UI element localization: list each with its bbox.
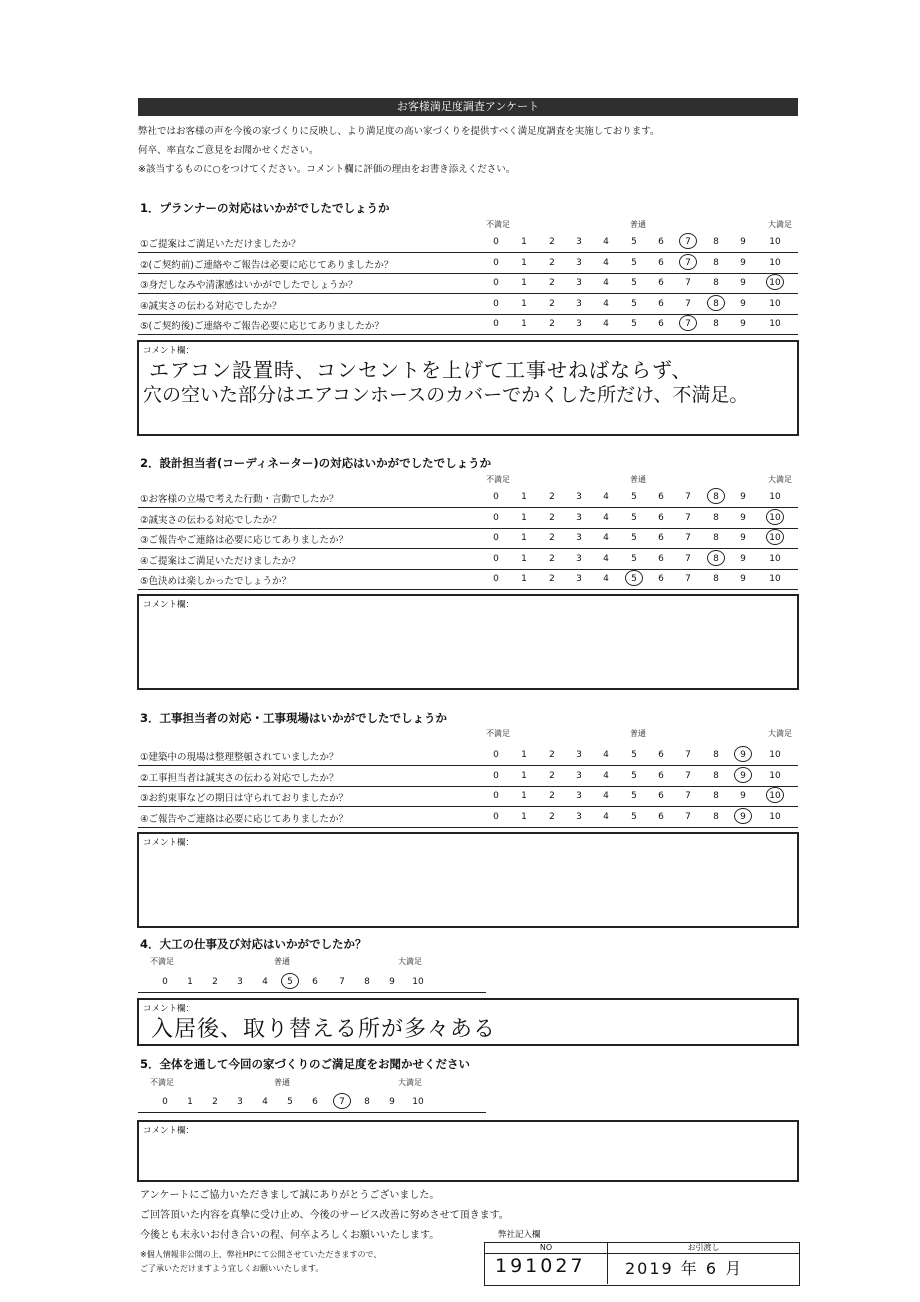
selected-rating-circle: [707, 488, 725, 504]
rating-option-7[interactable]: 7: [685, 574, 691, 584]
handover-header: お引渡し: [608, 1243, 799, 1254]
section-2-title: 2．設計担当者(コーディネーター)の対応はいかがでしたでしょうか: [140, 456, 492, 470]
rating-option-3[interactable]: 3: [576, 492, 582, 502]
rating-option-8[interactable]: 8: [364, 977, 370, 987]
selected-rating-circle: [679, 233, 697, 249]
selected-rating-circle: [281, 973, 299, 989]
scale-label-high: 大満足: [398, 1078, 422, 1087]
question-text: ④ご提案はご満足いただけましたか？: [140, 555, 301, 567]
rating-option-9[interactable]: 9: [740, 750, 746, 760]
rating-option-9[interactable]: 9: [740, 298, 746, 309]
scale-label-low: 不満足: [486, 475, 510, 484]
rating-option-2[interactable]: 2: [549, 553, 555, 564]
rating-option-7[interactable]: 7: [685, 791, 691, 801]
rating-option-10[interactable]: 10: [769, 811, 781, 822]
rating-option-0[interactable]: 0: [493, 811, 499, 822]
rating-option-2[interactable]: 2: [549, 298, 555, 309]
rating-option-5[interactable]: 5: [631, 791, 637, 801]
rating-option-6[interactable]: 6: [658, 298, 664, 309]
handwritten-handover-date: 2019 年 6 月: [625, 1259, 744, 1278]
rating-option-3[interactable]: 3: [237, 1097, 243, 1107]
rating-option-5[interactable]: 5: [631, 278, 637, 288]
rating-option-6[interactable]: 6: [658, 237, 664, 247]
scale-label-mid: 普通: [630, 475, 646, 484]
rating-option-3[interactable]: 3: [576, 533, 582, 543]
rating-option-0[interactable]: 0: [493, 553, 499, 564]
question-text: ①ご提案はご満足いただけましたか？: [140, 239, 301, 250]
rating-option-0[interactable]: 0: [493, 574, 499, 584]
section-4-comment-box[interactable]: [137, 998, 799, 1046]
rating-option-9[interactable]: 9: [740, 553, 746, 564]
rating-option-2[interactable]: 2: [549, 574, 555, 584]
rating-option-4[interactable]: 4: [262, 1097, 268, 1107]
rating-option-3[interactable]: 3: [576, 257, 582, 268]
rating-option-5[interactable]: 5: [631, 319, 637, 329]
rating-option-6[interactable]: 6: [658, 319, 664, 329]
rating-option-4[interactable]: 4: [603, 553, 609, 564]
rating-option-1[interactable]: 1: [521, 791, 527, 801]
rating-option-4[interactable]: 4: [603, 319, 609, 329]
question-text: ③身だしなみや清潔感はいかがでしたでしょうか？: [140, 280, 358, 291]
question-row: [138, 786, 798, 807]
section-5-title: 5．全体を通して今回の家づくりのご満足度をお聞かせください: [140, 1057, 470, 1071]
rating-option-9[interactable]: 9: [740, 574, 746, 584]
section-3-comment-box[interactable]: [137, 832, 799, 928]
rating-option-7[interactable]: 7: [339, 1097, 345, 1107]
rating-option-4[interactable]: 4: [603, 811, 609, 822]
rating-option-1[interactable]: 1: [187, 1097, 193, 1107]
rating-option-2[interactable]: 2: [549, 533, 555, 543]
rating-option-10[interactable]: 10: [412, 977, 424, 987]
scale-label-high: 大満足: [768, 220, 792, 229]
rating-option-6[interactable]: 6: [658, 278, 664, 288]
rating-option-9[interactable]: 9: [740, 278, 746, 288]
rating-option-10[interactable]: 10: [769, 533, 781, 543]
rating-option-4[interactable]: 4: [603, 492, 609, 502]
rating-option-8[interactable]: 8: [713, 512, 719, 523]
rating-option-6[interactable]: 6: [658, 574, 664, 584]
rating-option-10[interactable]: 10: [769, 553, 781, 564]
handwritten-no: 191027: [495, 1255, 586, 1277]
staff-use-table: [484, 1242, 800, 1286]
question-text: ①建築中の現場は整理整頓されていましたか？: [140, 752, 339, 763]
rating-option-8[interactable]: 8: [713, 278, 719, 288]
rating-option-2[interactable]: 2: [549, 319, 555, 329]
rating-option-3[interactable]: 3: [576, 319, 582, 329]
rating-option-10[interactable]: 10: [769, 512, 781, 523]
rating-option-5[interactable]: 5: [631, 512, 637, 523]
rating-option-6[interactable]: 6: [658, 257, 664, 268]
rating-option-6[interactable]: 6: [658, 512, 664, 523]
question-row: [138, 294, 798, 315]
rating-option-9[interactable]: 9: [740, 319, 746, 329]
rating-option-0[interactable]: 0: [162, 977, 168, 987]
rating-option-0[interactable]: 0: [493, 512, 499, 523]
rating-option-0[interactable]: 0: [493, 319, 499, 329]
privacy-line-1: ※個人情報非公開の上、弊社HPにて公開させていただきますので、: [140, 1250, 382, 1259]
rating-option-6[interactable]: 6: [312, 977, 318, 987]
rating-option-7[interactable]: 7: [685, 257, 691, 268]
rating-option-10[interactable]: 10: [769, 750, 781, 760]
scale-label-high: 大満足: [768, 475, 792, 484]
selected-rating-circle: [766, 274, 784, 290]
privacy-line-2: ご了承いただけますよう宜しくお願いいたします。: [140, 1264, 324, 1273]
scale-label-mid: 普通: [630, 220, 646, 229]
rating-option-1[interactable]: 1: [521, 770, 527, 781]
rating-option-8[interactable]: 8: [713, 298, 719, 309]
rating-option-7[interactable]: 7: [685, 512, 691, 523]
rating-option-1[interactable]: 1: [521, 319, 527, 329]
rating-option-5[interactable]: 5: [631, 770, 637, 781]
rating-option-3[interactable]: 3: [576, 553, 582, 564]
question-text: ③お約束事などの期日は守られておりましたか？: [140, 793, 349, 804]
rating-option-9[interactable]: 9: [740, 237, 746, 247]
question-text: ④誠実さの伝わる対応でしたか？: [140, 300, 282, 312]
rating-option-9[interactable]: 9: [740, 770, 746, 781]
scale-label-mid: 普通: [274, 957, 290, 966]
rating-option-4[interactable]: 4: [262, 977, 268, 987]
selected-rating-circle: [766, 529, 784, 545]
rating-option-10[interactable]: 10: [769, 791, 781, 801]
rating-option-10[interactable]: 10: [769, 770, 781, 781]
rating-option-0[interactable]: 0: [493, 257, 499, 268]
question-text: ⑤(ご契約後)ご連絡やご報告必要に応じてありましたか？: [140, 321, 384, 332]
rating-option-2[interactable]: 2: [549, 811, 555, 822]
scale-label-mid: 普通: [274, 1078, 290, 1087]
question-row: [138, 273, 798, 294]
rating-option-1[interactable]: 1: [521, 533, 527, 543]
rating-option-5[interactable]: 5: [631, 811, 637, 822]
rating-option-2[interactable]: 2: [549, 512, 555, 523]
rating-option-4[interactable]: 4: [603, 770, 609, 781]
question-text: ②誠実さの伝わる対応でしたか？: [140, 514, 282, 526]
rating-option-7[interactable]: 7: [685, 237, 691, 247]
rating-option-5[interactable]: 5: [631, 553, 637, 564]
handwritten-comment-line-1: エアコン設置時、コンセントを上げて工事せねばならず、: [149, 358, 693, 382]
rating-option-0[interactable]: 0: [162, 1097, 168, 1107]
scale-label-mid: 普通: [630, 729, 646, 738]
rating-option-7[interactable]: 7: [685, 298, 691, 309]
rating-option-2[interactable]: 2: [549, 770, 555, 781]
rating-option-7[interactable]: 7: [339, 977, 345, 987]
rating-option-1[interactable]: 1: [521, 237, 527, 247]
rating-option-9[interactable]: 9: [740, 811, 746, 822]
rating-option-4[interactable]: 4: [603, 574, 609, 584]
question-text: ⑤色決めは楽しかったでしょうか？: [140, 576, 292, 587]
rating-option-7[interactable]: 7: [685, 492, 691, 502]
comment-label: コメント欄：: [143, 600, 195, 610]
scale-label-high: 大満足: [398, 957, 422, 966]
footer-line-3: 今後とも末永いお付き合いの程、何卒よろしくお願いいたします。: [140, 1230, 440, 1241]
rating-option-6[interactable]: 6: [658, 791, 664, 801]
rating-option-10[interactable]: 10: [769, 278, 781, 288]
survey-title: お客様満足度調査アンケート: [138, 98, 798, 116]
handwritten-comment: 入居後、取り替える所が多々ある: [151, 1017, 497, 1042]
rating-option-8[interactable]: 8: [713, 319, 719, 329]
rating-option-1[interactable]: 1: [521, 278, 527, 288]
rating-option-10[interactable]: 10: [769, 237, 781, 247]
intro-line-1: 弊社ではお客様の声を今後の家づくりに反映し、より満足度の高い家づくりを提供すべく満足度調査を実施しております。: [138, 126, 660, 137]
footer-line-1: アンケートにご協力いただきまして誠にありがとうございました。: [140, 1190, 440, 1201]
rating-option-2[interactable]: 2: [212, 1097, 218, 1107]
rating-option-6[interactable]: 6: [658, 750, 664, 760]
rating-option-8[interactable]: 8: [713, 257, 719, 268]
rating-option-8[interactable]: 8: [713, 791, 719, 801]
question-text: ②工事担当者は誠実さの伝わる対応でしたか？: [140, 772, 339, 784]
rating-option-10[interactable]: 10: [769, 574, 781, 584]
rating-option-9[interactable]: 9: [740, 512, 746, 523]
rating-option-5[interactable]: 5: [631, 750, 637, 760]
comment-label: コメント欄：: [143, 346, 195, 356]
rating-option-4[interactable]: 4: [603, 791, 609, 801]
rating-option-5[interactable]: 5: [631, 257, 637, 268]
rating-option-8[interactable]: 8: [713, 492, 719, 502]
rating-option-8[interactable]: 8: [713, 237, 719, 247]
rating-option-4[interactable]: 4: [603, 298, 609, 309]
question-text: ①お客様の立場で考えた行動・言動でしたか？: [140, 494, 339, 505]
rating-option-9[interactable]: 9: [740, 492, 746, 502]
selected-rating-circle: [707, 550, 725, 566]
question-row: [138, 766, 798, 787]
rating-option-6[interactable]: 6: [658, 553, 664, 564]
rating-option-1[interactable]: 1: [521, 553, 527, 564]
rating-option-0[interactable]: 0: [493, 278, 499, 288]
rating-option-5[interactable]: 5: [631, 492, 637, 502]
section-3-title: 3．工事担当者の対応・工事現場はいかがでしたでしょうか: [140, 711, 447, 725]
rating-option-2[interactable]: 2: [549, 492, 555, 502]
rating-option-10[interactable]: 10: [769, 298, 781, 309]
rating-option-1[interactable]: 1: [187, 977, 193, 987]
rating-option-1[interactable]: 1: [521, 298, 527, 309]
rating-option-10[interactable]: 10: [769, 492, 781, 502]
rating-option-3[interactable]: 3: [576, 770, 582, 781]
selected-rating-circle: [766, 787, 784, 803]
rating-option-3[interactable]: 3: [576, 237, 582, 247]
rating-option-5[interactable]: 5: [631, 237, 637, 247]
rating-option-2[interactable]: 2: [549, 750, 555, 760]
rating-option-1[interactable]: 1: [521, 492, 527, 502]
rating-option-8[interactable]: 8: [713, 811, 719, 822]
selected-rating-circle: [679, 254, 697, 270]
selected-rating-circle: [734, 767, 752, 783]
rating-option-8[interactable]: 8: [713, 533, 719, 543]
rating-option-8[interactable]: 8: [713, 750, 719, 760]
question-row: [138, 314, 798, 335]
selected-rating-circle: [734, 746, 752, 762]
scale-label-low: 不満足: [150, 1078, 174, 1087]
rating-option-6[interactable]: 6: [658, 811, 664, 822]
rating-option-3[interactable]: 3: [576, 298, 582, 309]
rating-option-7[interactable]: 7: [685, 770, 691, 781]
scale-label-low: 不満足: [486, 729, 510, 738]
rating-option-6[interactable]: 6: [658, 492, 664, 502]
question-row: [138, 807, 798, 828]
selected-rating-circle: [625, 570, 643, 586]
rating-option-8[interactable]: 8: [364, 1097, 370, 1107]
rating-option-5[interactable]: 5: [287, 977, 293, 987]
scale-underline: [138, 1112, 486, 1113]
rating-option-3[interactable]: 3: [237, 977, 243, 987]
question-row: [138, 508, 798, 529]
rating-option-6[interactable]: 6: [312, 1097, 318, 1107]
rating-option-6[interactable]: 6: [658, 533, 664, 543]
rating-option-10[interactable]: 10: [412, 1097, 424, 1107]
rating-option-0[interactable]: 0: [493, 298, 499, 309]
rating-option-9[interactable]: 9: [389, 977, 395, 987]
rating-option-3[interactable]: 3: [576, 278, 582, 288]
rating-option-4[interactable]: 4: [603, 237, 609, 247]
question-row: [138, 549, 798, 570]
rating-option-3[interactable]: 3: [576, 512, 582, 523]
rating-option-4[interactable]: 4: [603, 278, 609, 288]
rating-option-2[interactable]: 2: [549, 791, 555, 801]
scale-label-low: 不満足: [486, 220, 510, 229]
rating-option-2[interactable]: 2: [549, 257, 555, 268]
rating-option-0[interactable]: 0: [493, 492, 499, 502]
rating-option-1[interactable]: 1: [521, 750, 527, 760]
selected-rating-circle: [707, 295, 725, 311]
rating-option-7[interactable]: 7: [685, 319, 691, 329]
section-2-comment-box[interactable]: [137, 594, 799, 690]
scale-underline: [138, 992, 486, 993]
rating-option-4[interactable]: 4: [603, 257, 609, 268]
rating-option-3[interactable]: 3: [576, 574, 582, 584]
rating-option-4[interactable]: 4: [603, 533, 609, 543]
rating-option-0[interactable]: 0: [493, 770, 499, 781]
rating-option-7[interactable]: 7: [685, 278, 691, 288]
rating-option-5[interactable]: 5: [287, 1097, 293, 1107]
rating-option-8[interactable]: 8: [713, 553, 719, 564]
rating-option-7[interactable]: 7: [685, 811, 691, 822]
selected-rating-circle: [766, 509, 784, 525]
rating-option-5[interactable]: 5: [631, 298, 637, 309]
rating-option-7[interactable]: 7: [685, 553, 691, 564]
rating-option-1[interactable]: 1: [521, 512, 527, 523]
no-header: NO: [485, 1243, 608, 1254]
section-1-title: 1．プランナーの対応はいかがでしたでしょうか: [140, 201, 390, 215]
rating-option-9[interactable]: 9: [389, 1097, 395, 1107]
rating-option-9[interactable]: 9: [740, 257, 746, 268]
question-text: ②(ご契約前)ご連絡やご報告は必要に応じてありましたか？: [140, 259, 394, 271]
rating-option-7[interactable]: 7: [685, 750, 691, 760]
question-row: [138, 528, 798, 549]
rating-option-0[interactable]: 0: [493, 533, 499, 543]
rating-option-10[interactable]: 10: [769, 319, 781, 329]
rating-option-2[interactable]: 2: [549, 278, 555, 288]
rating-option-3[interactable]: 3: [576, 791, 582, 801]
question-row: [138, 253, 798, 274]
rating-option-2[interactable]: 2: [549, 237, 555, 247]
rating-option-5[interactable]: 5: [631, 533, 637, 543]
rating-option-4[interactable]: 4: [603, 512, 609, 523]
question-row: [138, 487, 798, 508]
section-4-title: 4．大工の仕事及び対応はいかがでしたか？: [140, 937, 367, 951]
selected-rating-circle: [333, 1093, 351, 1109]
rating-option-5[interactable]: 5: [631, 574, 637, 584]
question-row: [138, 569, 798, 590]
rating-option-8[interactable]: 8: [713, 770, 719, 781]
staff-use-label: 弊社記入欄: [498, 1230, 541, 1240]
intro-line-2: 何卒、率直なご意見をお聞かせください。: [138, 145, 319, 156]
rating-option-10[interactable]: 10: [769, 257, 781, 268]
question-row: [138, 232, 798, 253]
scale-label-high: 大満足: [768, 729, 792, 738]
rating-option-0[interactable]: 0: [493, 791, 499, 801]
selected-rating-circle: [679, 315, 697, 331]
intro-line-3: ※該当するものに○をつけてください。コメント欄に評価の理由をお書き添えください。: [138, 164, 516, 175]
rating-option-9[interactable]: 9: [740, 791, 746, 801]
question-text: ③ご報告やご連絡は必要に応じてありましたか？: [140, 535, 349, 546]
selected-rating-circle: [734, 808, 752, 824]
rating-option-1[interactable]: 1: [521, 811, 527, 822]
comment-label: コメント欄：: [143, 838, 195, 848]
rating-option-0[interactable]: 0: [493, 237, 499, 247]
comment-label: コメント欄：: [143, 1004, 195, 1014]
handwritten-comment-line-2: 穴の空いた部分はエアコンホースのカバーでかくした所だけ、不満足。: [143, 384, 749, 406]
footer-line-2: ご回答頂いた内容を真摯に受け止め、今後のサービス改善に努めさせて頂きます。: [140, 1210, 509, 1221]
rating-option-2[interactable]: 2: [212, 977, 218, 987]
rating-option-6[interactable]: 6: [658, 770, 664, 781]
rating-option-7[interactable]: 7: [685, 533, 691, 543]
scale-label-low: 不満足: [150, 957, 174, 966]
rating-option-0[interactable]: 0: [493, 750, 499, 760]
section-5-comment-box[interactable]: [137, 1120, 799, 1182]
rating-option-3[interactable]: 3: [576, 811, 582, 822]
rating-option-1[interactable]: 1: [521, 257, 527, 268]
section-1-comment-box[interactable]: [137, 340, 799, 436]
rating-option-4[interactable]: 4: [603, 750, 609, 760]
question-row: [138, 745, 798, 766]
comment-label: コメント欄：: [143, 1126, 195, 1136]
rating-option-9[interactable]: 9: [740, 533, 746, 543]
rating-option-1[interactable]: 1: [521, 574, 527, 584]
question-text: ④ご報告やご連絡は必要に応じてありましたか？: [140, 813, 349, 825]
rating-option-8[interactable]: 8: [713, 574, 719, 584]
rating-option-3[interactable]: 3: [576, 750, 582, 760]
